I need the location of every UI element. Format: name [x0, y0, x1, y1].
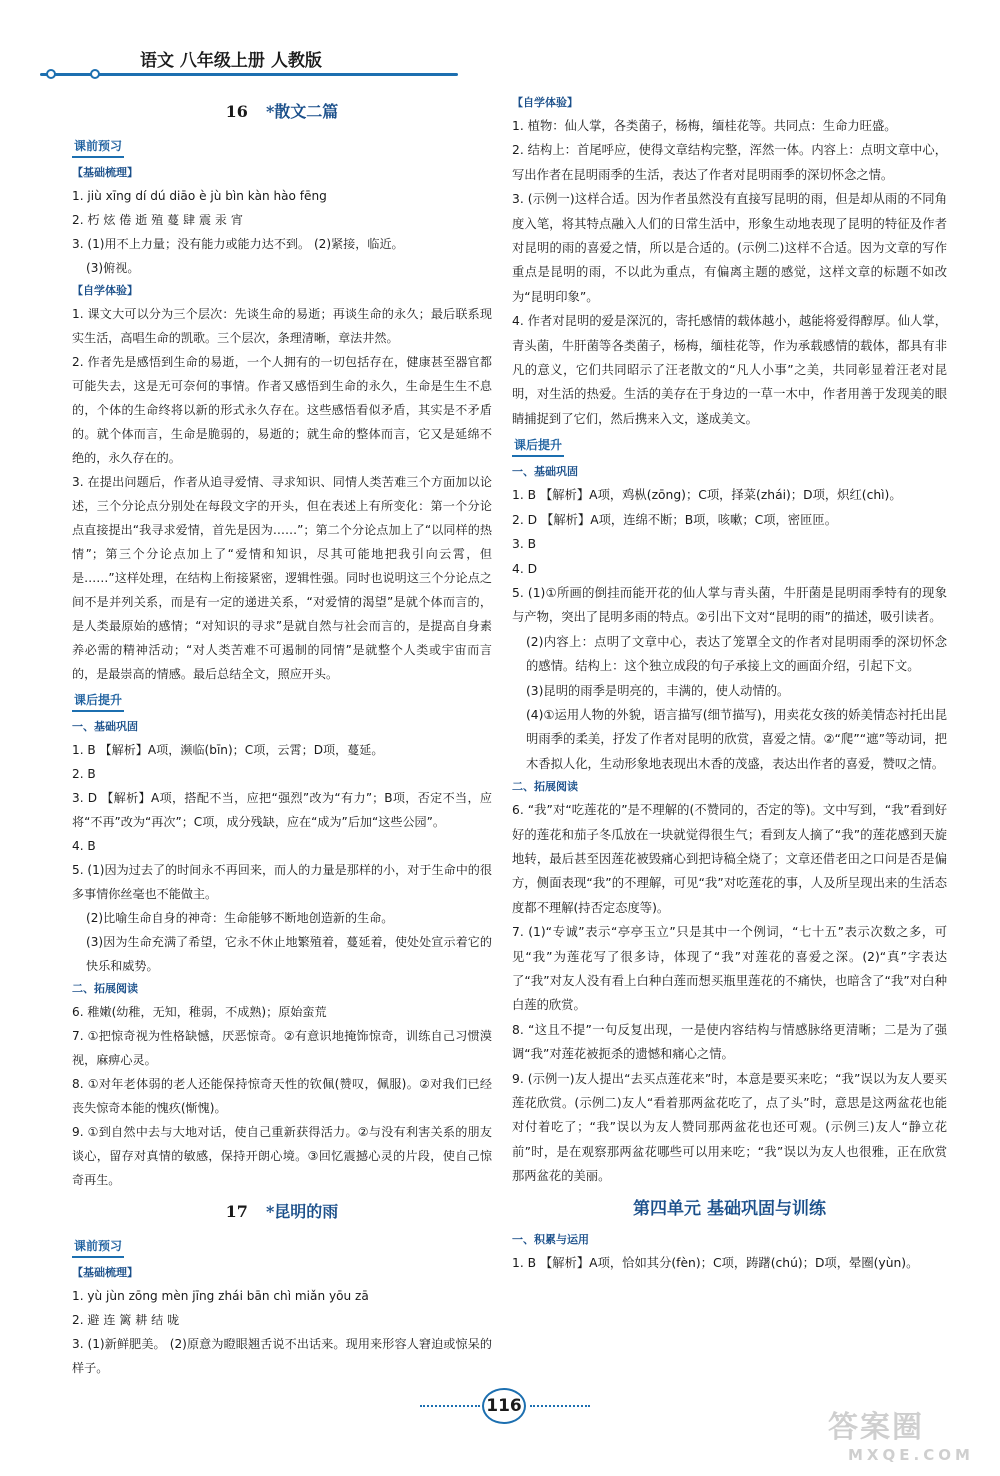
section-name: *散文二篇	[265, 102, 339, 121]
answer-item: 4. D	[512, 561, 538, 576]
answer-item: 7. ①把惊奇视为性格缺憾，厌恶惊奇。②有意识地掩饰惊奇，训练自己习惯漠视，麻痹心灵。	[72, 1029, 492, 1067]
answer-item: (2)比喻生命自身的神奇：生命能够不断地创造新的生命。	[86, 911, 394, 925]
subsection-heading: 一、基础巩固	[512, 465, 578, 479]
answer-item: 3. (1)用不上力量；没有能力或能力达不到。 (2)紧接，临近。	[72, 237, 404, 251]
answer-item: (3)昆明的雨季是明亮的，丰满的，使人动情的。	[526, 683, 790, 698]
answer-item: 6. 稚嫩(幼稚，无知，稚弱，不成熟)；原始蛮荒	[72, 1005, 327, 1019]
answer-item: 2. 结构上：首尾呼应，使得文章结构完整，浑然一体。内容上：点明文章中心，写出作者在昆明雨季的生活，表达了作者对昆明雨季的深切怀念之情。	[512, 143, 947, 182]
subsection-heading: 【基础梳理】	[72, 166, 138, 179]
answer-item: (2)内容上：点明了文章中心，表达了笼罩全文的作者对昆明雨季的深切怀念的感情。结构上：这个独立成段的句子承接上文的画面介绍，引起下文。	[526, 634, 947, 674]
answer-item: 8. ①对年老体弱的老人还能保持惊奇天性的钦佩(赞叹，佩服)。②对我们已经丧失惊奇本能的愧疚(惭愧)。	[72, 1077, 492, 1115]
answer-item: 1. yù jùn zōng mèn jīng zhái bān chì miǎn yōu zā	[72, 1289, 369, 1303]
subsection-heading: 【自学体验】	[512, 96, 578, 109]
answer-item: 9. (示例一)友人提出“去买点莲花来”时，本意是要买来吃；“我”误以为友人要买莲花欣赏。(示例二)友人“看着那两盆花吃了，点了头”时，意思是这两盆花也能对付着吃了；“我”误以为友人赞同那两盆花也还可观。(示例三)友人“静立花前”时，是在观察那两盆花哪些可以用来吃；“我”误以为友人也很雅，正在欣赏那两盆花的美丽。	[512, 1071, 947, 1184]
watermark-top: 答案圈	[828, 1410, 924, 1445]
page-number: 116	[482, 1388, 526, 1424]
answer-item: 9. ①到自然中去与大地对话，使自己重新获得活力。②与没有利害关系的朋友谈心，留存对真情的敏感，保持开朗心境。③回忆震撼心灵的片段，使自己惊奇再生。	[72, 1125, 492, 1187]
answer-item: 1. B 【解析】A项，恰如其分(fèn)；C项，踌躇(chú)；D项，晕圈(yùn)。	[512, 1255, 919, 1270]
section-label: 课前预习	[72, 1236, 124, 1258]
subsection-heading: 一、积累与运用	[512, 1232, 589, 1246]
section-label-row	[72, 686, 492, 716]
subsection-heading: 二、拓展阅读	[512, 780, 578, 794]
answer-item: 5. (1)因为过去了的时间永不再回来，而人的力量是那样的小，对于生命中的很多事情你丝毫也不能做主。	[72, 863, 492, 901]
section-label-row	[72, 132, 492, 162]
answer-item: 1. B 【解析】A项，鸡枞(zōng)；C项，择菜(zhái)；D项，炽红(chì)。	[512, 488, 902, 503]
subsection-heading: 二、拓展阅读	[72, 982, 138, 995]
section-label-row	[72, 1232, 492, 1262]
answer-item: 6. “我”对“吃莲花的”是不理解的(不赞同的，否定的等)。文中写到，“我”看到好好的莲花和茄子冬瓜放在一块就觉得很生气；看到友人摘了“我”的莲花感到天旋地转，最后甚至因莲花被毁痛心到把诗稿全烧了；文章还借老田之口问是否是偏方，侧面表现“我”的不理解，可见“我”对吃莲花的事，人及所呈现出来的生活态度都不理解(持否定态度等)。	[512, 803, 947, 915]
header-circle-left	[46, 69, 56, 79]
answer-item: (3)俯视。	[86, 261, 140, 275]
page-footer	[420, 1388, 590, 1428]
header-rule	[40, 73, 458, 76]
answer-item: 2. D 【解析】A项，连绵不断；B项，咳嗽；C项，密匝匝。	[512, 512, 837, 527]
answer-item: 4. 作者对昆明的爱是深沉的，寄托感情的载体越小，越能将爱得醇厚。仙人掌，青头菌，牛肝菌等各类菌子，杨梅，缅桂花等，作为承载感情的载体，都具有非凡的意义，它们共同昭示了汪老散文的“凡人小事”之美，共同彰显着汪老对昆明，对生活的热爱。生活的美存在于身边的一草一木中，作者用善于发现美的眼睛捕捉到了它们，然后携来入文，遂成美文。	[512, 314, 947, 426]
section-number: 16	[225, 102, 248, 121]
watermark	[828, 1402, 978, 1464]
answer-item: 2. 避 连 篱 耕 结 咙	[72, 1313, 180, 1327]
section-label: 课后提升	[512, 435, 564, 457]
answer-item: 3. (1)新鲜肥美。 (2)原意为瞪眼翘舌说不出话来。现用来形容人窘迫或惊呆的样子。	[72, 1337, 492, 1375]
answer-item: 8. “这且不提”一句反复出现，一是使内容结构与情感脉络更清晰；二是为了强调“我”对莲花被扼杀的遗憾和痛心之情。	[512, 1022, 947, 1062]
answer-item: 2. 作者先是感悟到生命的易逝，一个人拥有的一切包括存在，健康甚至器官都可能失去，这是无可奈何的事情。作者又感悟到生命的永久，生命是生生不息的，个体的生命终将以新的形式永久存在。这些感悟看似矛盾，其实是不矛盾的。就个体而言，生命是脆弱的，易逝的；就生命的整体而言，它又是延绵不绝的，永久存在的。	[72, 355, 492, 465]
answer-item: 3. D 【解析】A项，搭配不当，应把“强烈”改为“有力”；B项，否定不当，应将“不再”改为“再次”；C项，成分残缺，应在“成为”后加“这些公园”。	[72, 791, 492, 829]
header-title: 语文 八年级上册 人教版	[140, 51, 322, 71]
answer-item: (3)因为生命充满了希望，它永不休止地繁殖着，蔓延着，使处处宣示着它的快乐和威势。	[86, 935, 492, 973]
answer-item: 2. 朽 炫 倦 逝 殖 蔓 肆 震 汞 宵	[72, 213, 243, 227]
section-label-row	[512, 431, 947, 461]
section-title	[72, 92, 492, 132]
section-number: 17	[225, 1202, 248, 1221]
answer-item: 1. 课文大可以分为三个层次：先谈生命的易逝；再谈生命的永久；最后联系现实生活，高唱生命的凯歌。三个层次，条理清晰，章法井然。	[72, 307, 492, 345]
watermark-bottom: MXQE.COM	[848, 1446, 974, 1464]
answer-item: 1. B 【解析】A项，濒临(bīn)；C项，云霄；D项，蔓延。	[72, 743, 384, 757]
answer-item: 3. B	[512, 537, 537, 552]
footer-dots-right	[530, 1405, 590, 1407]
subsection-heading: 一、基础巩固	[72, 720, 138, 733]
subsection-heading: 【自学体验】	[72, 284, 138, 297]
answer-item: 3. (示例一)这样合适。因为作者虽然没有直接写昆明的雨，但是却从雨的不同角度入笔，将其特点融入人们的日常生活中，形象生动地表现了昆明的特征及作者对昆明的雨的喜爱之情，所以是合适的。(示例二)这样不合适。因为文章的写作重点是昆明的雨，不以此为重点，有偏离主题的感觉，这样文章的标题不如改为“昆明印象”。	[512, 192, 947, 304]
section-name: *昆明的雨	[265, 1202, 339, 1221]
subsection-heading: 【基础梳理】	[72, 1266, 138, 1279]
answer-item: 7. (1)“专诚”表示“亭亭玉立”只是其中一个例词，“七十五”表示次数之多，可见“我”为莲花写了很多诗，体现了“我”对莲花的喜爱之深。(2)“真”字表达了“我”对友人没有看上白种白莲而想买瓶里莲花的不痛快，也暗含了“我”对白种白莲的欣赏。	[512, 925, 947, 1013]
section-label: 课前预习	[72, 136, 124, 158]
page-header	[40, 40, 460, 90]
answer-item: 1. jiù xīng dí dú diāo è jù bìn kàn hào fēng	[72, 189, 327, 203]
answer-item: 3. 在提出问题后，作者从追寻爱情、寻求知识、同情人类苦难三个方面加以论述，三个分论点分别处在每段文字的开头，但在表述上有所变化：第一个分论点直接提出“我寻求爱情，首先是因为……”；第二个分论点加上了“以同样的热情”；第三个分论点加上了“爱情和知识，尽其可能地把我引向云霄，但是……”这样处理，在结构上衔接紧密，逻辑性强。同时也说明这三个分论点之间不是并列关系，而是有一定的递进关系，“对爱情的渴望”是就个体而言的，是人类最原始的感情；“对知识的寻求”是就自然与社会而言的，是提高自身素养必需的精神活动；“对人类苦难不可遏制的同情”是就整个人类或宇宙而言的，是最崇高的情感。最后总结全文，照应开头。	[72, 475, 492, 681]
right-column	[512, 92, 947, 1275]
section-label: 课后提升	[72, 690, 124, 712]
unit-title: 第四单元 基础巩固与训练	[633, 1198, 826, 1219]
answer-item: 5. (1)①所画的倒挂而能开花的仙人掌与青头菌，牛肝菌是昆明雨季特有的现象与产物，突出了昆明多雨的特点。②引出下文对“昆明的雨”的描述，吸引读者。	[512, 585, 947, 625]
answer-item: 4. B	[72, 839, 96, 853]
answer-item: 1. 植物：仙人掌，各类菌子，杨梅，缅桂花等。共同点：生命力旺盛。	[512, 119, 897, 133]
header-circle-right	[90, 69, 100, 79]
footer-dots-left	[420, 1405, 480, 1407]
answer-item: 2. B	[72, 767, 96, 781]
left-column	[72, 92, 492, 1380]
section-title	[72, 1192, 492, 1232]
answer-item: (4)①运用人物的外貌，语言描写(细节描写)，用卖花女孩的娇美情态衬托出昆明雨季的柔美，抒发了作者对昆明的欣赏，喜爱之情。②“爬”“遮”等动词，把木香拟人化，生动形象地表现出木香的茂盛，表达出作者的喜爱，赞叹之情。	[526, 707, 947, 771]
